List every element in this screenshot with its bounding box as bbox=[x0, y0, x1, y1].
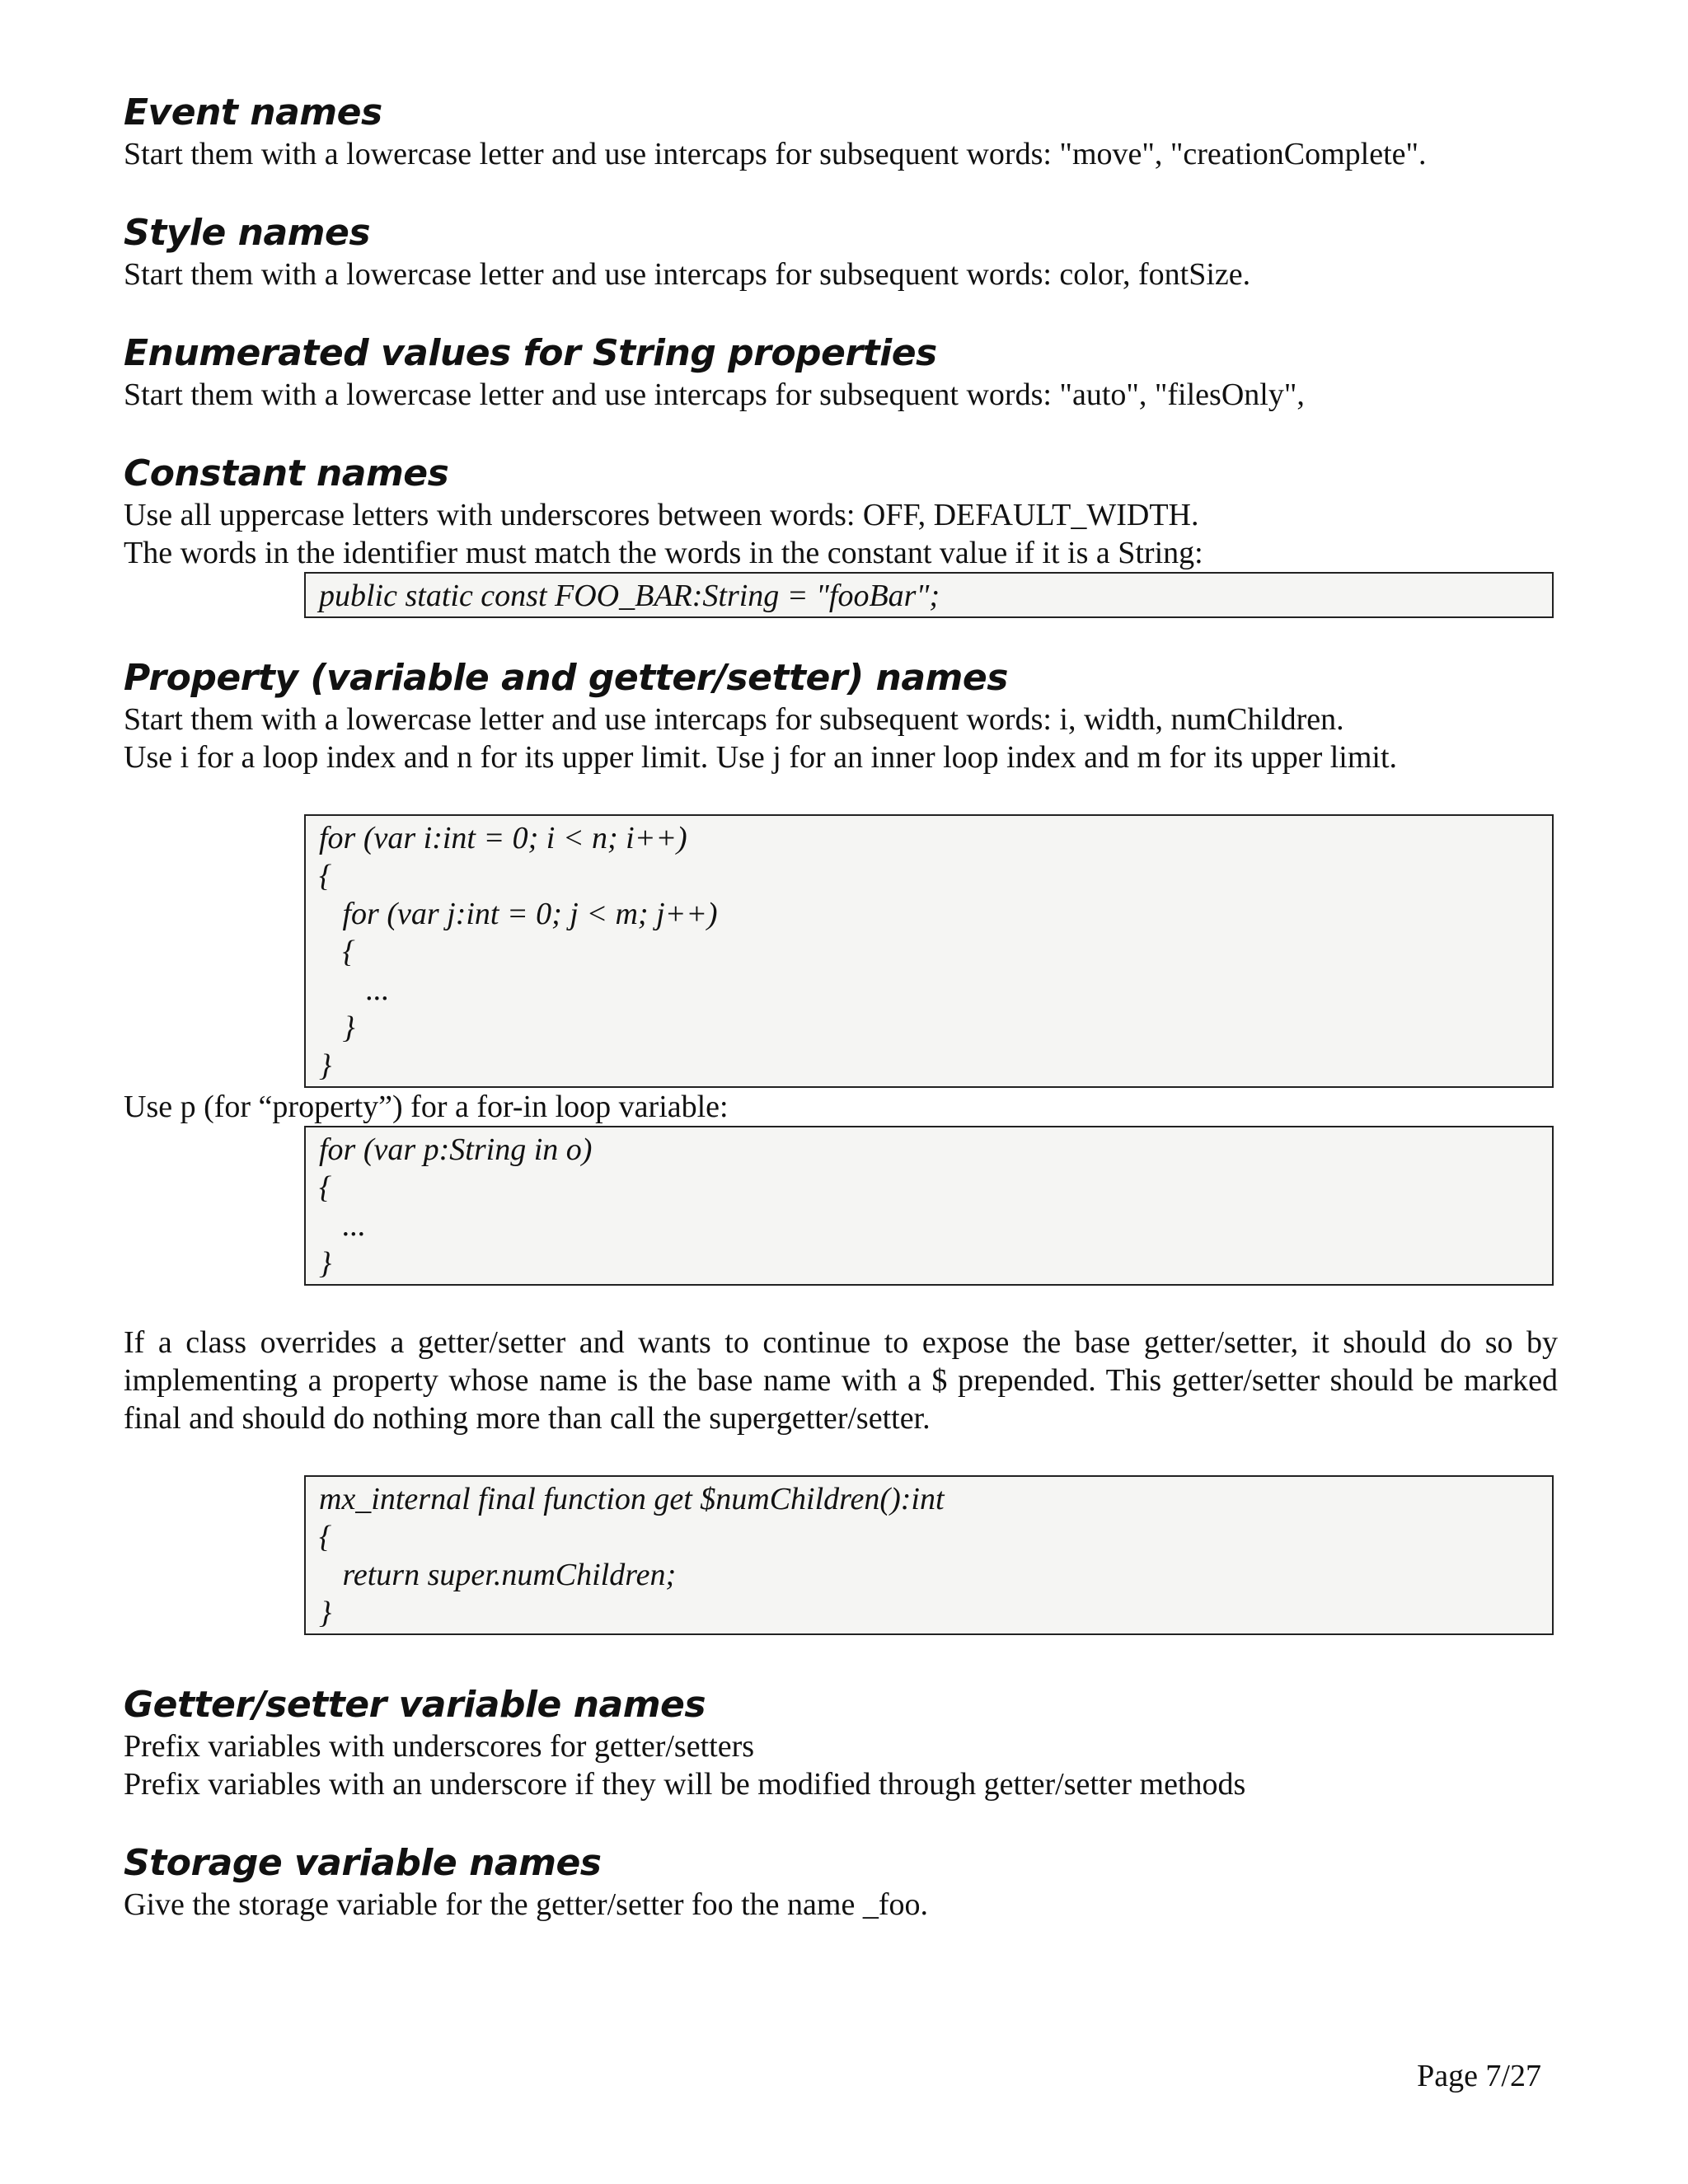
code-line: public static const FOO_BAR:String = "fooBar"; bbox=[319, 579, 940, 613]
code-block-nested-loop bbox=[304, 814, 1554, 1088]
text-for-in-rule: Use p (for “property”) for a for-in loop variable: bbox=[124, 1090, 729, 1124]
document-page bbox=[124, 91, 1558, 1961]
heading-style-names: Style names bbox=[124, 212, 371, 254]
code-line: { bbox=[319, 1170, 332, 1205]
heading-event-names: Event names bbox=[124, 91, 382, 134]
heading-storage-variable-names: Storage variable names bbox=[124, 1842, 602, 1884]
code-line: return super.numChildren; bbox=[319, 1558, 677, 1592]
code-line: { bbox=[319, 859, 332, 893]
section-event-names bbox=[124, 91, 1558, 173]
heading-enumerated-values: Enumerated values for String properties bbox=[124, 332, 937, 374]
code-line: } bbox=[319, 1010, 355, 1045]
section-storage-variable-names bbox=[124, 1841, 1558, 1924]
text-getter-setter-rule-1: Prefix variables with underscores for getter/setters bbox=[124, 1729, 755, 1764]
code-line: ... bbox=[319, 972, 390, 1007]
section-style-names bbox=[124, 211, 1558, 293]
code-line: ... bbox=[319, 1208, 366, 1243]
text-getter-setter-rule-2: Prefix variables with an underscore if they will be modified through getter/setter methods bbox=[124, 1767, 1246, 1802]
text-event-names: Start them with a lowercase letter and use intercaps for subsequent words: "move", "creationComplete". bbox=[124, 137, 1427, 171]
section-getter-setter-variable-names bbox=[124, 1683, 1558, 1803]
text-constant-string-rule: The words in the identifier must match the words in the constant value if it is a String: bbox=[124, 536, 1203, 570]
code-line: } bbox=[319, 1596, 332, 1630]
text-enumerated-values: Start them with a lowercase letter and use intercaps for subsequent words: "auto", "filesOnly", bbox=[124, 377, 1305, 412]
code-line: { bbox=[319, 935, 355, 969]
text-override-rule: If a class overrides a getter/setter and wants to continue to expose the base getter/setter, it should do so by implementing a property whose name is the base name with a $ prepended. This getter/setter should be marked final and should do nothing more than call the supergetter/setter. bbox=[124, 1325, 1558, 1436]
section-enumerated-values bbox=[124, 331, 1558, 414]
code-block-getter-example bbox=[304, 1475, 1554, 1635]
code-line: { bbox=[319, 1520, 332, 1554]
text-constant-rule: Use all uppercase letters with underscores between words: OFF, DEFAULT_WIDTH. bbox=[124, 498, 1199, 532]
heading-constant-names: Constant names bbox=[124, 452, 449, 494]
code-line: mx_internal final function get $numChildren():int bbox=[319, 1482, 945, 1516]
code-line: } bbox=[319, 1048, 332, 1083]
code-line: for (var j:int = 0; j < m; j++) bbox=[319, 897, 718, 931]
code-line: for (var p:String in o) bbox=[319, 1132, 593, 1167]
text-storage-rule: Give the storage variable for the getter/setter foo the name _foo. bbox=[124, 1887, 928, 1922]
code-line: } bbox=[319, 1246, 332, 1281]
code-block-for-in-loop bbox=[304, 1126, 1554, 1286]
text-property-rule: Start them with a lowercase letter and use intercaps for subsequent words: i, width, numChildren. bbox=[124, 702, 1344, 737]
heading-getter-setter-variable-names: Getter/setter variable names bbox=[124, 1684, 706, 1726]
code-block-constant bbox=[304, 572, 1554, 618]
text-loop-index-rule: Use i for a loop index and n for its upper limit. Use j for an inner loop index and m for its upper limit. bbox=[124, 740, 1398, 775]
text-style-names: Start them with a lowercase letter and use intercaps for subsequent words: color, fontSize. bbox=[124, 257, 1251, 292]
section-constant-names bbox=[124, 452, 1558, 618]
page-number: Page 7/27 bbox=[1417, 2059, 1541, 2093]
code-line: for (var i:int = 0; i < n; i++) bbox=[319, 821, 687, 855]
section-property-names bbox=[124, 656, 1558, 1635]
heading-property-names: Property (variable and getter/setter) names bbox=[124, 657, 1008, 699]
